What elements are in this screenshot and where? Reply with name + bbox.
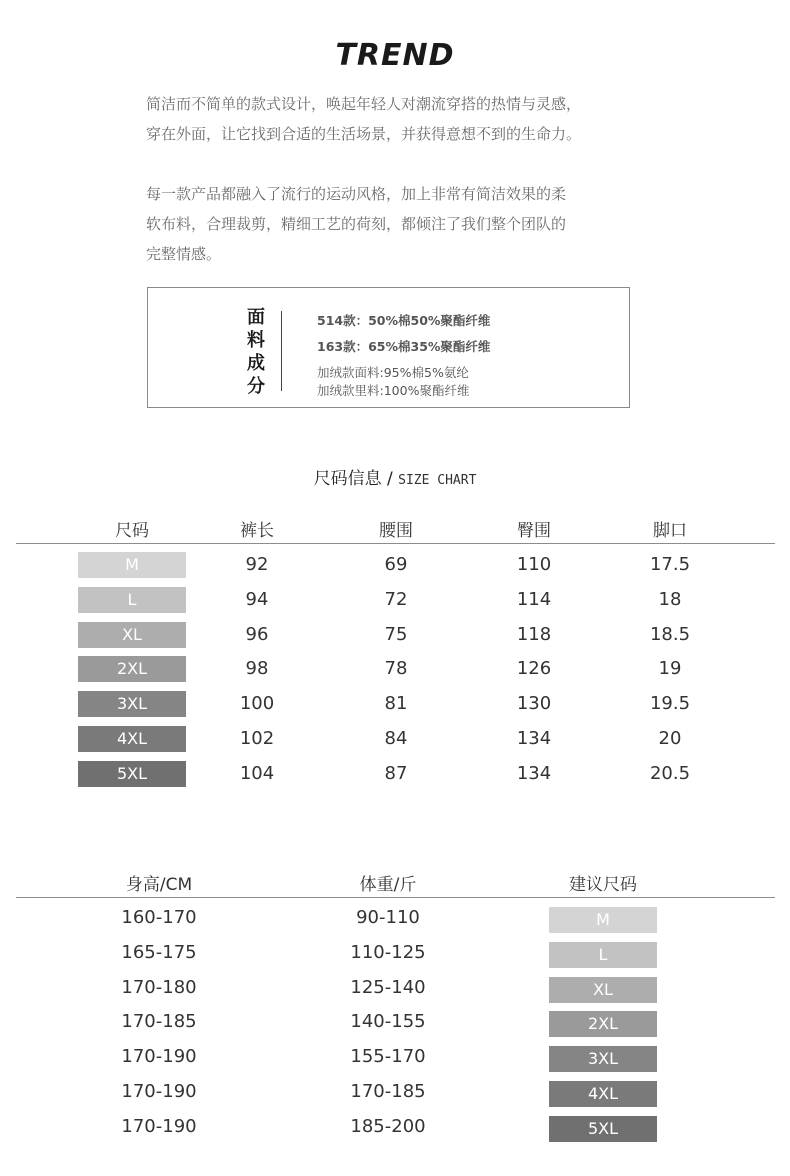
size-badge: 4XL xyxy=(549,1081,657,1107)
recommend-weight-cell: 90-110 xyxy=(356,907,420,928)
recommend-header-rule xyxy=(16,897,775,898)
size-chart-cell: 96 xyxy=(245,623,269,645)
size-badge: L xyxy=(78,587,186,613)
recommend-height-cell: 170-190 xyxy=(121,1081,197,1102)
size-chart-cell: 114 xyxy=(516,588,552,610)
recommend-weight-cell: 110-125 xyxy=(350,941,426,963)
recommend-column-header: 身高/CM xyxy=(125,875,193,895)
size-chart-cell: 87 xyxy=(384,762,408,784)
size-chart-heading-cn: 尺码信息 / xyxy=(313,469,399,489)
size-chart-cell: 104 xyxy=(239,762,275,784)
size-chart-cell: 19 xyxy=(658,658,682,680)
intro-line: 每一款产品都融入了流行的运动风格，加上非常有简洁效果的柔 xyxy=(146,185,567,203)
intro-paragraph-2 xyxy=(146,179,646,269)
intro-line: 完整情感。 xyxy=(146,245,222,263)
size-chart-column-header: 裤长 xyxy=(240,521,274,541)
size-chart-cell: 134 xyxy=(516,728,552,749)
size-chart-heading xyxy=(0,464,790,489)
size-chart-cell: 75 xyxy=(384,623,408,645)
size-chart-header-rule xyxy=(16,543,775,544)
size-badge: 5XL xyxy=(78,761,186,787)
size-chart-cell: 110 xyxy=(516,554,552,575)
size-chart-cell: 18 xyxy=(658,588,682,610)
size-chart-cell: 118 xyxy=(516,623,552,645)
recommend-height-cell: 160-170 xyxy=(121,907,197,928)
size-chart-cell: 69 xyxy=(384,554,408,575)
size-badge: 4XL xyxy=(78,726,186,752)
size-badge: M xyxy=(549,907,657,933)
size-badge: L xyxy=(549,942,657,968)
fabric-label xyxy=(244,306,268,398)
recommend-weight-cell: 185-200 xyxy=(350,1115,426,1137)
size-chart-cell: 102 xyxy=(239,728,275,749)
size-chart-column-header: 脚口 xyxy=(653,521,687,541)
size-chart-cell: 78 xyxy=(384,658,408,680)
intro-line: 软布料，合理裁剪，精细工艺的荷刻，都倾注了我们整个团队的 xyxy=(146,215,567,233)
size-badge: XL xyxy=(549,977,657,1003)
fabric-line: 514款：50%棉50%聚酯纤维 xyxy=(317,313,491,328)
size-chart-cell: 17.5 xyxy=(649,554,691,575)
fabric-line: 163款：65%棉35%聚酯纤维 xyxy=(317,339,491,354)
fabric-divider xyxy=(281,311,282,391)
recommend-column-header: 体重/斤 xyxy=(359,875,417,895)
intro-line: 简洁而不简单的款式设计，唤起年轻人对潮流穿搭的热情与灵感， xyxy=(146,95,582,113)
recommend-weight-cell: 170-185 xyxy=(350,1081,426,1102)
size-chart-column-header: 臀围 xyxy=(517,521,551,541)
size-chart-cell: 134 xyxy=(516,762,552,784)
fabric-label-char: 料 xyxy=(247,330,265,351)
size-badge: 3XL xyxy=(78,691,186,717)
size-chart-cell: 19.5 xyxy=(649,693,691,715)
recommend-weight-cell: 140-155 xyxy=(350,1011,426,1033)
fabric-label-char: 分 xyxy=(247,376,265,397)
intro-paragraph-1 xyxy=(146,89,646,149)
size-chart-cell: 20.5 xyxy=(649,762,691,784)
size-chart-cell: 94 xyxy=(245,588,269,610)
size-chart-cell: 100 xyxy=(239,693,275,715)
size-chart-cell: 98 xyxy=(245,658,269,680)
size-chart-cell: 81 xyxy=(384,693,408,715)
recommend-weight-cell: 155-170 xyxy=(350,1046,426,1068)
size-badge: 5XL xyxy=(549,1116,657,1142)
page-title: TREND xyxy=(335,38,455,73)
intro-line: 穿在外面，让它找到合适的生活场景，并获得意想不到的生命力。 xyxy=(146,125,582,143)
size-chart-cell: 72 xyxy=(384,588,408,610)
recommend-height-cell: 165-175 xyxy=(121,941,197,963)
size-badge: 2XL xyxy=(78,656,186,682)
size-chart-cell: 126 xyxy=(516,658,552,680)
fabric-composition-box xyxy=(147,287,630,408)
size-badge: XL xyxy=(78,622,186,648)
size-chart-column-header: 尺码 xyxy=(115,521,149,541)
size-chart-heading-en: SIZE CHART xyxy=(398,473,477,488)
fabric-line: 加绒款面料:95%棉5%氨纶 xyxy=(317,365,469,380)
size-badge: 3XL xyxy=(549,1046,657,1072)
size-badge: M xyxy=(78,552,186,578)
recommend-weight-cell: 125-140 xyxy=(350,976,426,998)
size-chart-cell: 130 xyxy=(516,693,552,715)
size-chart-cell: 92 xyxy=(245,554,269,575)
recommend-height-cell: 170-190 xyxy=(121,1115,197,1137)
size-chart-cell: 84 xyxy=(384,728,408,749)
fabric-line: 加绒款里料:100%聚酯纤维 xyxy=(317,383,470,398)
recommend-height-cell: 170-190 xyxy=(121,1046,197,1068)
recommend-height-cell: 170-185 xyxy=(121,1011,197,1033)
fabric-label-char: 面 xyxy=(247,307,265,328)
recommend-column-header: 建议尺码 xyxy=(569,875,637,895)
size-chart-cell: 20 xyxy=(658,728,682,749)
size-chart-column-header: 腰围 xyxy=(379,521,413,541)
size-chart-cell: 18.5 xyxy=(649,623,691,645)
recommend-height-cell: 170-180 xyxy=(121,976,197,998)
size-badge: 2XL xyxy=(549,1011,657,1037)
fabric-label-char: 成 xyxy=(247,353,265,374)
